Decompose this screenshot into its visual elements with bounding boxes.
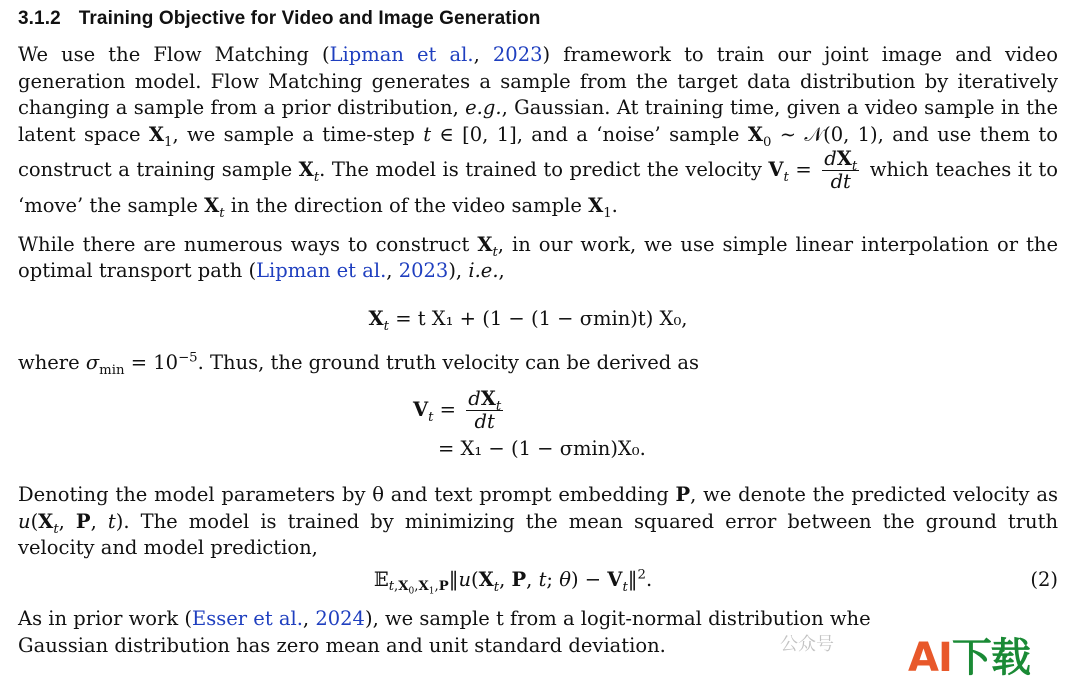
paragraph-4: Denoting the model parameters by θ and text prompt embedding P, we denote the predicted velocity as $u(X_t$, P, t). The model is trained by minimizing the mean squared error between the ground truth velocity and model prediction, bbox=[18, 483, 1059, 559]
section-number: 3.1.2 bbox=[18, 8, 61, 29]
equation-interpolation: $X_t = t$ X₁ + (1 − (1 − σmin)t) X₀, bbox=[368, 306, 688, 334]
equation-velocity: $V_t$ = $\frac{dX_t}{dt}$ = X₁ − (1 − σmin)X₀. bbox=[413, 387, 646, 460]
section-title: Training Objective for Video and Image Generation bbox=[78, 8, 541, 29]
equation-number: (2) bbox=[1030, 567, 1058, 591]
section-heading bbox=[18, 8, 1058, 30]
paragraph-2: While there are numerous ways to construct $X_t$, in our work, we use simple linear interpolation or the optimal transport path (Lipman et al., 2023), i.e., bbox=[18, 232, 1058, 282]
citation-lipman-2[interactable]: Lipman et al. bbox=[256, 259, 387, 282]
paragraph-1: We use the Flow Matching (Lipman et al., 2023) framework to train our joint image and video generation model. Flow Matching generates a sample from the target data distribution by iteratively changing a sample from a prior distribution, e.g., Gaussian. At training time, given a video sample in the latent space $X_1$, we sample a time-step t ∈ [0, 1], and a ‘noise’ sample $X_0$ ∼ 𝒩(0, 1), and use them to construct a training sample $X_t$. The model is trained to predict the velocity $V_t$ = $\frac{dX_t}{dt}$ which teaches it to ‘move’ the sample $X_t$ in the direction of the video sample $X_1$. bbox=[18, 43, 1059, 221]
citation-lipman-2-year[interactable]: 2023 bbox=[398, 259, 449, 282]
citation-esser-year[interactable]: 2024 bbox=[315, 607, 365, 631]
equation-loss: $𝔼_{t,X_0,X_1,P}‖u(X_t$, P, t; $\theta) - V_t‖^2$. (2) bbox=[373, 567, 1058, 598]
paragraph-5: As in prior work (Esser et al., 2024), we sample t from a logit-normal distribution whe Gaussian distribution has zero mean and unit standard deviation. bbox=[18, 607, 871, 657]
paper-page bbox=[18, 8, 1058, 659]
watermark-text: 公众号 bbox=[780, 634, 834, 655]
citation-lipman[interactable]: Lipman et al. bbox=[329, 43, 474, 66]
velocity-fraction: $\frac{dX_t}{dt}$ bbox=[824, 147, 858, 193]
citation-esser[interactable]: Esser et al. bbox=[191, 607, 303, 631]
citation-lipman-year[interactable]: 2023 bbox=[492, 43, 543, 66]
paragraph-3: where $\sigma_{min} = 10^{-5}$. Thus, the ground truth velocity can be derived as bbox=[18, 350, 700, 378]
brand-logo: AI下载 bbox=[908, 635, 1030, 681]
